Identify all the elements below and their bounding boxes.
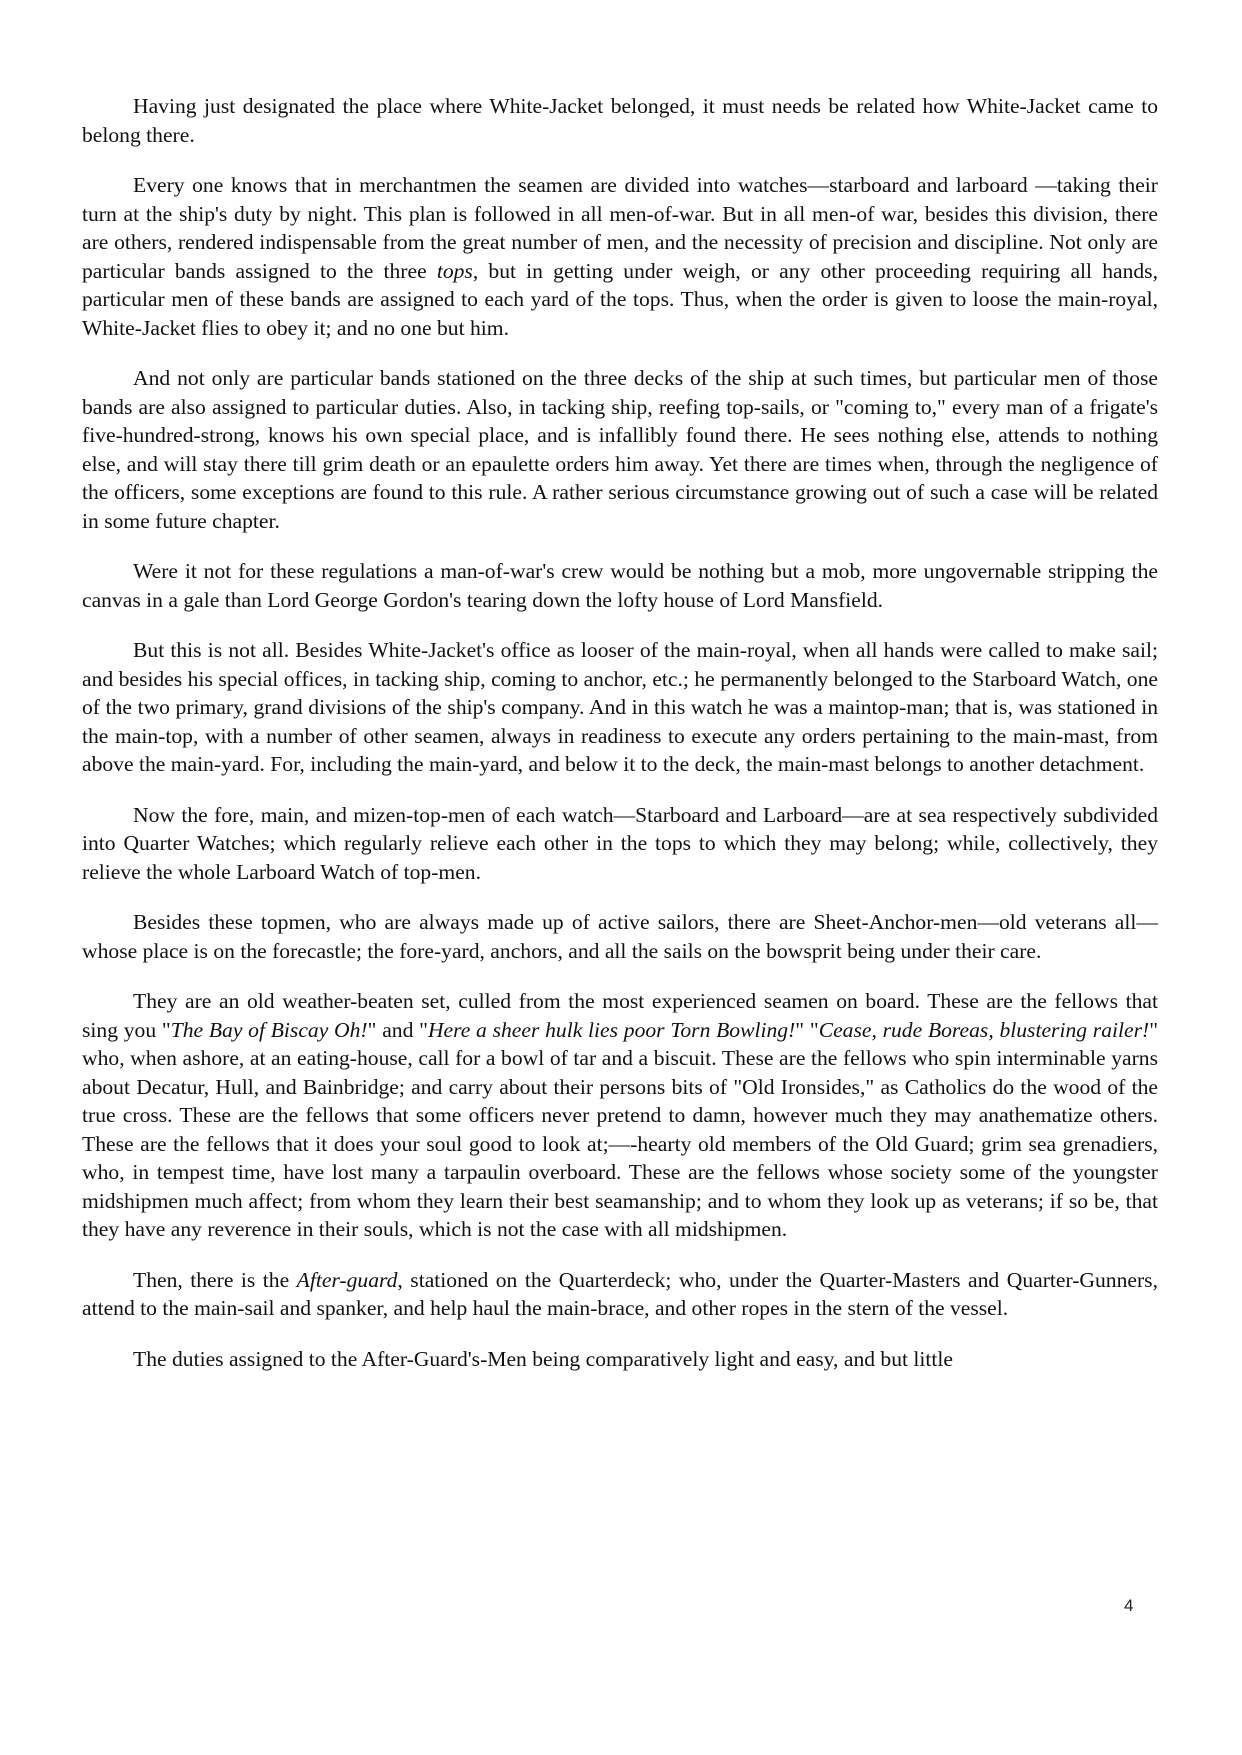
- paragraph-text: " and ": [367, 1017, 428, 1042]
- body-text: [82, 92, 1158, 1373]
- paragraph-6: [82, 801, 1158, 887]
- paragraph-text: The duties assigned to the After-Guard's-Men being comparatively light and easy, and but little: [133, 1346, 954, 1371]
- paragraph-text: , stationed on the Quarterdeck; who, under the Quarter-Masters and Quarter-Gunners, attend to the main-sail and spanker, and help haul the main-brace, and other ropes in the stern of the vessel.: [82, 1267, 1158, 1320]
- paragraph-text: Now the fore, main, and mizen-top-men of each watch—Starboard and Larboard—are at sea respectively subdivided into Quarter Watches; which regularly relieve each other in the tops to which they may belong; while, collectively, they relieve the whole Larboard Watch of top-men.: [82, 802, 1158, 884]
- paragraph-text: " ": [795, 1017, 819, 1042]
- paragraph-8: [82, 987, 1158, 1244]
- song-title: The Bay of Biscay Oh!: [170, 1017, 368, 1042]
- paragraph-4: [82, 557, 1158, 614]
- paragraph-text: And not only are particular bands stationed on the three decks of the ship at such times, but particular men of those bands are also assigned to particular duties. Also, in tacking ship, reefing top-sails, or "coming to," every man of a frigate's five-hundred-strong, knows his own special place, and is infallibly found there. He sees nothing else, attends to nothing else, and will stay there till grim death or an epaulette orders him away. Yet there are times when, through the negligence of the officers, some exceptions are found to this rule. A rather serious circumstance growing out of such a case will be related in some future chapter.: [82, 366, 1158, 533]
- paragraph-text: Then, there is the: [133, 1267, 297, 1292]
- paragraph-text: But this is not all. Besides White-Jacket's office as looser of the main-royal, when all hands were called to make sail; and besides his special offices, in tacking ship, coming to anchor, etc.; he permanently belonged to the Starboard Watch, one of the two primary, grand divisions of the ship's company. And in this watch he was a maintop-man; that is, was stationed in the main-top, with a number of other seamen, always in readiness to execute any orders pertaining to the main-mast, from above the main-yard. For, including the main-yard, and below it to the deck, the main-mast belongs to another detachment.: [82, 638, 1158, 776]
- paragraph-text: Were it not for these regulations a man-of-war's crew would be nothing but a mob, more ungovernable stripping the canvas in a gale than Lord George Gordon's tearing down the lofty house of Lord Mansfield.: [82, 559, 1158, 612]
- paragraph-2: [82, 171, 1158, 342]
- paragraph-text: Besides these topmen, who are always made up of active sailors, there are Sheet-Anchor-men—old veterans all—whose place is on the forecastle; the fore-yard, anchors, and all the sails on the bowsprit being under their care.: [82, 910, 1158, 963]
- page-number: 4: [1124, 1596, 1134, 1615]
- italic-term: After-guard: [296, 1267, 398, 1292]
- paragraph-9: [82, 1266, 1158, 1323]
- paragraph-text: They are an old weather-beaten set, culled from the most experienced seamen on board. These are the fellows that sing you ": [82, 989, 1158, 1042]
- paragraph-5: [82, 636, 1158, 779]
- paragraph-10: [82, 1345, 1158, 1374]
- paragraph-text: Every one knows that in merchantmen the seamen are divided into watches—starboard and larboard —taking their turn at the ship's duty by night. This plan is followed in all men-of-war. But in all men-of war, besides this division, there are others, rendered indispensable from the great number of men, and the necessity of precision and discipline. Not only are particular bands assigned to the three: [82, 173, 1158, 283]
- paragraph-text: " who, when ashore, at an eating-house, call for a bowl of tar and a biscuit. These are the fellows who spin interminable yarns about Decatur, Hull, and Bainbridge; and carry about their persons bits of "Old Ironsides," as Catholics do the wood of the true cross. These are the fellows that some officers never pretend to damn, however much they may anathematize others. These are the fellows that it does your soul good to look at;—-hearty old members of the Old Guard; grim sea grenadiers, who, in tempest time, have lost many a tarpaulin overboard. These are the fellows whose society some of the youngster midshipmen much affect; from whom they learn their best seamanship; and to whom they look up as veterans; if so be, that they have any reverence in their souls, which is not the case with all midshipmen.: [82, 1017, 1159, 1241]
- paragraph-7: [82, 908, 1158, 965]
- paragraph-text: , but in getting under weigh, or any other proceeding requiring all hands, particular men of these bands are assigned to each yard of the tops. Thus, when the order is given to loose the main-royal, White-Jacket flies to obey it; and no one but him.: [82, 258, 1158, 340]
- paragraph-text: Having just designated the place where White-Jacket belonged, it must needs be related how White-Jacket came to belong there.: [82, 94, 1158, 147]
- paragraph-3: [82, 364, 1158, 535]
- song-title: Here a sheer hulk lies poor Torn Bowling!: [427, 1017, 796, 1042]
- italic-term: tops: [436, 258, 473, 283]
- song-title: Cease, rude Boreas, blustering railer!: [818, 1017, 1150, 1042]
- paragraph-1: [82, 92, 1158, 149]
